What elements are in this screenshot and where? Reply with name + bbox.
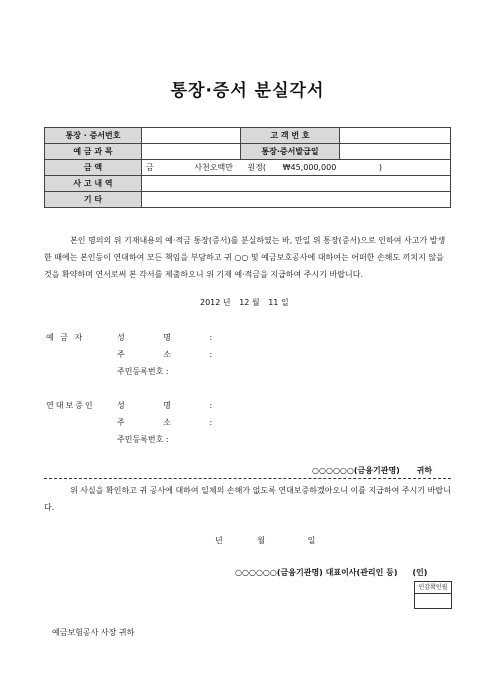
deposit-type-value: [142, 144, 241, 160]
signer-line: [235, 567, 427, 578]
amount-value: [142, 160, 451, 176]
depositor-id-label: 주민등록번호 :: [117, 367, 169, 376]
incident-label: 사 고 내 역: [45, 176, 142, 192]
customer-number-label: 고 객 번 호: [241, 128, 340, 144]
passbook-number-label: 통장 · 증서번호: [45, 128, 142, 144]
amount-label: 금 액: [45, 160, 142, 176]
customer-number-value: [340, 128, 451, 144]
section-divider: [44, 478, 451, 479]
document-title: 통장·증서 분실각서: [170, 81, 325, 101]
table-row: [45, 144, 451, 160]
date2-year-label: 년: [215, 536, 223, 545]
guarantor-id-label: 주민등록번호 :: [117, 435, 169, 444]
date2-day-label: 일: [307, 536, 316, 545]
guarantor-address-label: 주 소 :: [117, 418, 213, 427]
signer-text: ○○○○○○(금융기관명) 대표이사(관리인 등): [235, 568, 398, 577]
incident-value: [142, 176, 451, 192]
amount-won-open: 원정(: [247, 163, 267, 172]
passbook-number-value: [142, 128, 241, 144]
confirmation-paragraph: 위 사실을 확인하고 귀 공사에 대하여 일체의 손해가 없도록 연대보증하겠아오니 이를 지급하여 주시기 바랍니다.: [44, 486, 451, 512]
date-day: 11: [268, 298, 279, 307]
addressee-institution-name: ○○○○○○(금융기관명): [312, 466, 400, 475]
date-year: 2012: [200, 298, 221, 307]
addressee-institution: [312, 465, 432, 476]
seal-confirmation-box: [414, 581, 452, 609]
date-month: 12: [239, 298, 250, 307]
table-row: [45, 176, 451, 192]
guarantor-name-label: 성 명 :: [117, 401, 213, 410]
other-label: 기 타: [45, 192, 142, 208]
info-table: [44, 127, 451, 208]
other-value: [142, 192, 451, 208]
statement-paragraph: 본인 명의의 위 기재내용의 예·적금 통장(증서)를 분실하였는 바, 만일 위 통장(증서)으로 인하여 사고가 발생한 때에는 본인등이 연대하여 모든 책임을 부담하고 귀 ○○ 및 예금보호공사에 대하여는 어떠한 손해도 끼치지 않을 것을 확약하며 연서로써 본 각서를 제출하오니 위 기재 예·적금을 지급하여 주시기 바랍니다.: [44, 236, 446, 279]
date-line: [200, 297, 289, 308]
table-row: [45, 128, 451, 144]
date2-month-label: 월: [257, 536, 266, 545]
issue-date-value: [340, 144, 451, 160]
amount-prefix: 금: [146, 163, 154, 172]
guarantor-heading: 연대보증인: [46, 401, 95, 410]
deposit-type-label: 예 금 과 목: [45, 144, 142, 160]
date-month-label: 월: [251, 298, 260, 307]
seal-confirmation-label: 인감확인필: [415, 582, 451, 594]
depositor-heading: 예 금 자: [46, 333, 85, 342]
date-day-label: 일: [280, 298, 289, 307]
date2-line: [215, 535, 315, 546]
addressee-institution-suffix: 귀하: [416, 466, 433, 475]
amount-number: ₩45,000,000: [282, 163, 337, 172]
depositor-name-label: 성 명 :: [117, 333, 213, 342]
date-year-label: 년: [222, 298, 231, 307]
signer-seal: (인): [412, 568, 428, 577]
issue-date-label: 통장·증서발급일: [241, 144, 340, 160]
addressee-kdic: 예금보험공사 사장 귀하: [52, 628, 135, 637]
amount-close: ): [378, 163, 382, 172]
amount-korean: 사천오백만: [194, 163, 233, 172]
depositor-address-label: 주 소 :: [117, 350, 213, 359]
table-row: [45, 192, 451, 208]
table-row: [45, 160, 451, 176]
